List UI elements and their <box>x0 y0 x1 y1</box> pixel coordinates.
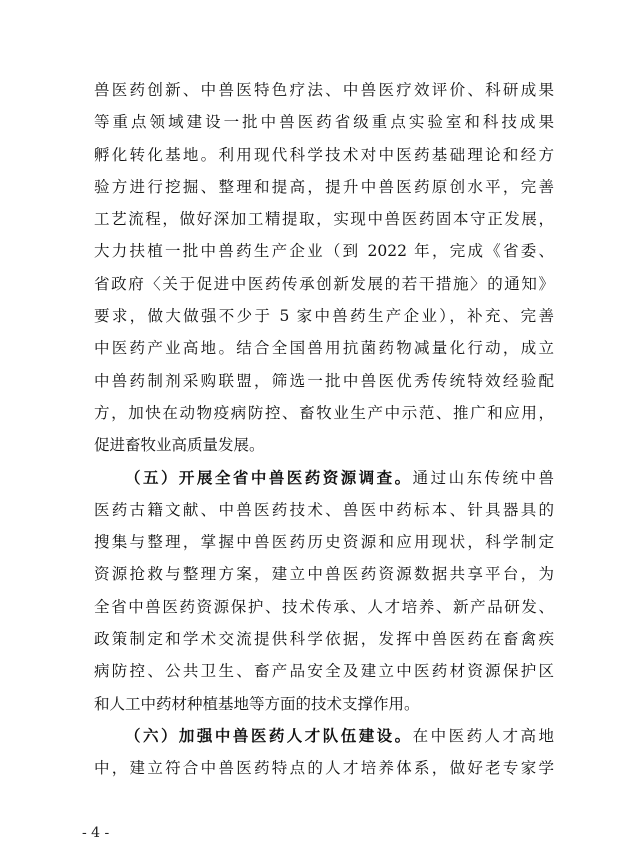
text-line: 病防控、公共卫生、畜产品安全及建立中医药材资源保护区 <box>94 662 554 681</box>
text-line: 医药古籍文献、中兽医药技术、兽医中药标本、针具器具的 <box>94 500 554 519</box>
section-6-first-line <box>94 720 554 752</box>
text-line: 等重点领域建设一批中兽医药省级重点实验室和科技成果 <box>94 113 554 132</box>
body-text <box>94 74 554 785</box>
section-5-heading: （五）开展全省中兽医药资源调查。 <box>125 468 413 487</box>
text-line: 中兽药制剂采购联盟，筛选一批中兽医优秀传统特效经验配 <box>94 371 554 390</box>
text-line: 中医药产业高地。结合全国兽用抗菌药物减量化行动，成立 <box>94 339 554 358</box>
text-line: 方，加快在动物疫病防控、畜牧业生产中示范、推广和应用， <box>94 403 554 422</box>
text-line: 省政府〈关于促进中医药传承创新发展的若干措施〉的通知》 <box>94 274 554 293</box>
section-5-first-line <box>94 462 554 494</box>
section-6-heading: （六）加强中兽医药人才队伍建设。 <box>125 726 413 745</box>
text-line: 兽医药创新、中兽医特色疗法、中兽医疗效评价、科研成果 <box>94 81 554 99</box>
text-line: 大力扶植一批中兽药生产企业（到 2022 年，完成《省委、 <box>94 242 554 261</box>
text-line: 孵化转化基地。利用现代科学技术对中医药基础理论和经方 <box>94 145 554 164</box>
section-5-text: 通过山东传统中兽 <box>412 468 554 487</box>
text-line: 政策制定和学术交流提供科学依据，发挥中兽医药在畜禽疾 <box>94 630 554 649</box>
text-line: 促进畜牧业高质量发展。 <box>94 436 265 455</box>
text-line: 搜集与整理，掌握中兽医药历史资源和应用现状，科学制定 <box>94 533 554 552</box>
text-line: 工艺流程，做好深加工精提取，实现中兽医药固本守正发展， <box>94 210 554 229</box>
text-line: 全省中兽医药资源保护、技术传承、人才培养、新产品研发、 <box>94 597 554 616</box>
text-line: 要求，做大做强不少于 5 家中兽药生产企业），补充、完善 <box>94 307 554 326</box>
text-line: 资源抢救与整理方案，建立中兽医药资源数据共享平台，为 <box>94 565 554 584</box>
page-number: - 4 - <box>82 825 110 841</box>
text-line: 和人工中药材种植基地等方面的技术支撑作用。 <box>94 694 420 713</box>
section-6-text: 在中医药人才高地 <box>412 726 554 745</box>
text-line: 验方进行挖掘、整理和提高，提升中兽医药原创水平，完善 <box>94 177 554 196</box>
text-line: 中，建立符合中兽医药特点的人才培养体系，做好老专家学 <box>94 759 554 778</box>
